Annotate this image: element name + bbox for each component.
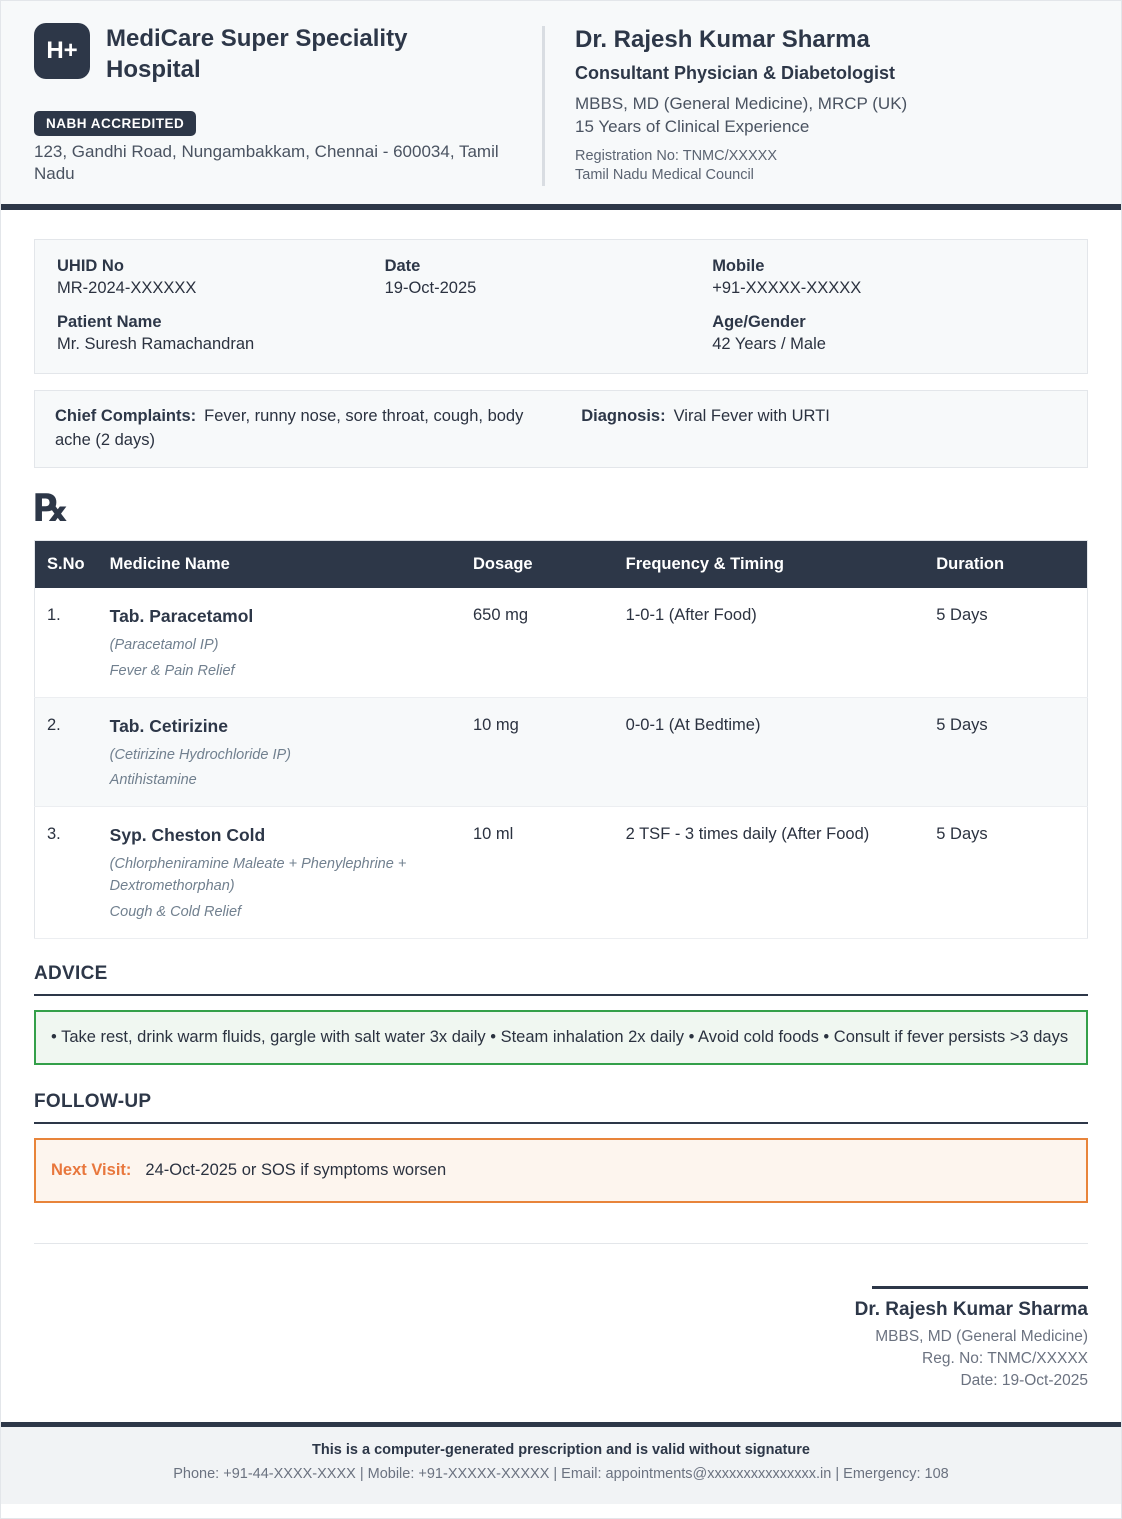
- medicine-purpose: Cough & Cold Relief: [109, 903, 242, 920]
- medicine-composition: (Chlorpheniramine Maleate + Phenylephrine + Dextromethorphan): [109, 856, 407, 895]
- signature-line: [872, 1286, 1088, 1289]
- age-gender-value: 42 Years / Male: [712, 335, 826, 353]
- uhid-value: MR-2024-XXXXXX: [57, 279, 197, 297]
- header-sno: S.No: [35, 540, 98, 588]
- medicines-table-header: [35, 540, 1088, 588]
- hospital-logo: H+: [34, 23, 90, 79]
- medicine-details: [98, 588, 461, 697]
- followup-heading: FOLLOW-UP: [34, 1091, 1088, 1124]
- mobile-value: +91-XXXXX-XXXXX: [712, 279, 862, 297]
- next-visit-label: Next Visit:: [51, 1161, 132, 1180]
- mobile-label: Mobile: [712, 257, 765, 275]
- patient-age-gender-field: [712, 313, 1065, 354]
- medicine-composition: (Cetirizine Hydrochloride IP): [109, 746, 291, 763]
- patient-details-box: [34, 239, 1088, 374]
- doctor-registration: Registration No: TNMC/XXXXX: [575, 147, 777, 164]
- medicine-name: Tab. Paracetamol: [109, 605, 254, 626]
- medicine-frequency: 1-0-1 (After Food): [614, 588, 925, 697]
- date-value: 19-Oct-2025: [384, 279, 477, 297]
- header-duration: Duration: [924, 540, 1087, 588]
- footer-spacer: [1, 1504, 1121, 1518]
- signature-block: [34, 1286, 1088, 1392]
- medicine-duration: 5 Days: [924, 697, 1087, 807]
- medicine-frequency: 0-0-1 (At Bedtime): [614, 697, 925, 807]
- hospital-logo-row: [34, 23, 542, 85]
- doctor-name: Dr. Rajesh Kumar Sharma: [575, 26, 870, 53]
- footer: [1, 1422, 1121, 1504]
- doctor-qualifications: MBBS, MD (General Medicine), MRCP (UK): [575, 94, 908, 113]
- visit-date-field: [385, 257, 713, 298]
- medicine-name: Syp. Cheston Cold: [109, 825, 266, 846]
- patient-name-value: Mr. Suresh Ramachandran: [57, 335, 255, 353]
- doctor-council: Tamil Nadu Medical Council: [575, 167, 754, 184]
- footer-disclaimer: This is a computer-generated prescription and is valid without signature: [312, 1442, 810, 1459]
- prescription-body: [1, 210, 1121, 1392]
- medicine-sno: 3.: [35, 807, 98, 939]
- chief-complaints-value: Fever, runny nose, sore throat, cough, body ache (2 days): [55, 407, 524, 449]
- advice-heading: ADVICE: [34, 963, 1088, 996]
- empty-cell: [385, 313, 713, 354]
- diagnosis-value: Viral Fever with URTI: [673, 407, 830, 425]
- medicine-dosage: 10 mg: [461, 697, 614, 807]
- diagnosis: [581, 405, 1067, 453]
- accreditation-badge: NABH ACCREDITED: [34, 111, 196, 136]
- medicine-details: [98, 697, 461, 807]
- rx-icon: ℞: [34, 485, 69, 530]
- advice-box: • Take rest, drink warm fluids, gargle with salt water 3x daily • Steam inhalation 2x daily • Avoid cold foods • Consult if fever persists >3 days: [34, 1010, 1088, 1066]
- signature-divider: [34, 1243, 1088, 1244]
- hospital-name: MediCare Super Speciality Hospital: [106, 25, 408, 84]
- date-label: Date: [384, 257, 421, 275]
- next-visit-value: 24-Oct-2025 or SOS if symptoms worsen: [145, 1161, 447, 1180]
- medicine-duration: 5 Days: [924, 588, 1087, 697]
- medicine-sno: 2.: [35, 697, 98, 807]
- header-frequency: Frequency & Timing: [614, 540, 925, 588]
- footer-contact: Phone: +91-44-XXXX-XXXX | Mobile: +91-XXXXX-XXXXX | Email: appointments@xxxxxxxxxxxxxxx.in | Emergency: 108: [173, 1466, 949, 1483]
- medicine-dosage: 650 mg: [461, 588, 614, 697]
- medicine-purpose: Fever & Pain Relief: [109, 662, 235, 679]
- followup-box: [34, 1138, 1088, 1203]
- signature-details: [875, 1326, 1088, 1392]
- signature-doctor-name: Dr. Rajesh Kumar Sharma: [854, 1299, 1088, 1321]
- medicine-purpose: Antihistamine: [109, 772, 197, 789]
- patient-name-field: [57, 313, 385, 354]
- medicine-duration: 5 Days: [924, 807, 1087, 939]
- medicine-composition: (Paracetamol IP): [109, 636, 219, 653]
- uhid-label: UHID No: [57, 257, 124, 275]
- medicine-sno: 1.: [35, 588, 98, 697]
- medicine-row: [35, 588, 1088, 697]
- patient-name-label: Patient Name: [57, 313, 162, 331]
- patient-mobile-field: [712, 257, 1065, 298]
- medicine-name: Tab. Cetirizine: [109, 715, 228, 736]
- chief-complaints: [55, 405, 581, 453]
- signature-date: Date: 19-Oct-2025: [960, 1372, 1088, 1390]
- signature-qualification: MBBS, MD (General Medicine): [875, 1328, 1088, 1346]
- patient-uhid-field: [57, 257, 385, 298]
- chief-complaints-label: Chief Complaints:: [55, 407, 197, 425]
- hospital-info: [34, 23, 542, 186]
- medicines-table: [34, 540, 1088, 939]
- header: [1, 1, 1121, 210]
- doctor-info: [542, 26, 907, 186]
- clinical-notes-box: [34, 390, 1088, 468]
- diagnosis-label: Diagnosis:: [581, 407, 666, 425]
- doctor-designation: Consultant Physician & Diabetologist: [575, 63, 896, 83]
- medicine-frequency: 2 TSF - 3 times daily (After Food): [614, 807, 925, 939]
- medicine-dosage: 10 ml: [461, 807, 614, 939]
- age-gender-label: Age/Gender: [712, 313, 806, 331]
- medicine-row: [35, 807, 1088, 939]
- signature-reg-no: Reg. No: TNMC/XXXXX: [922, 1350, 1088, 1368]
- header-medicine-name: Medicine Name: [98, 540, 461, 588]
- medicine-details: [98, 807, 461, 939]
- hospital-address: 123, Gandhi Road, Nungambakkam, Chennai - 600034, Tamil Nadu: [34, 142, 499, 184]
- doctor-experience: 15 Years of Clinical Experience: [575, 116, 810, 136]
- header-dosage: Dosage: [461, 540, 614, 588]
- medicine-row: [35, 697, 1088, 807]
